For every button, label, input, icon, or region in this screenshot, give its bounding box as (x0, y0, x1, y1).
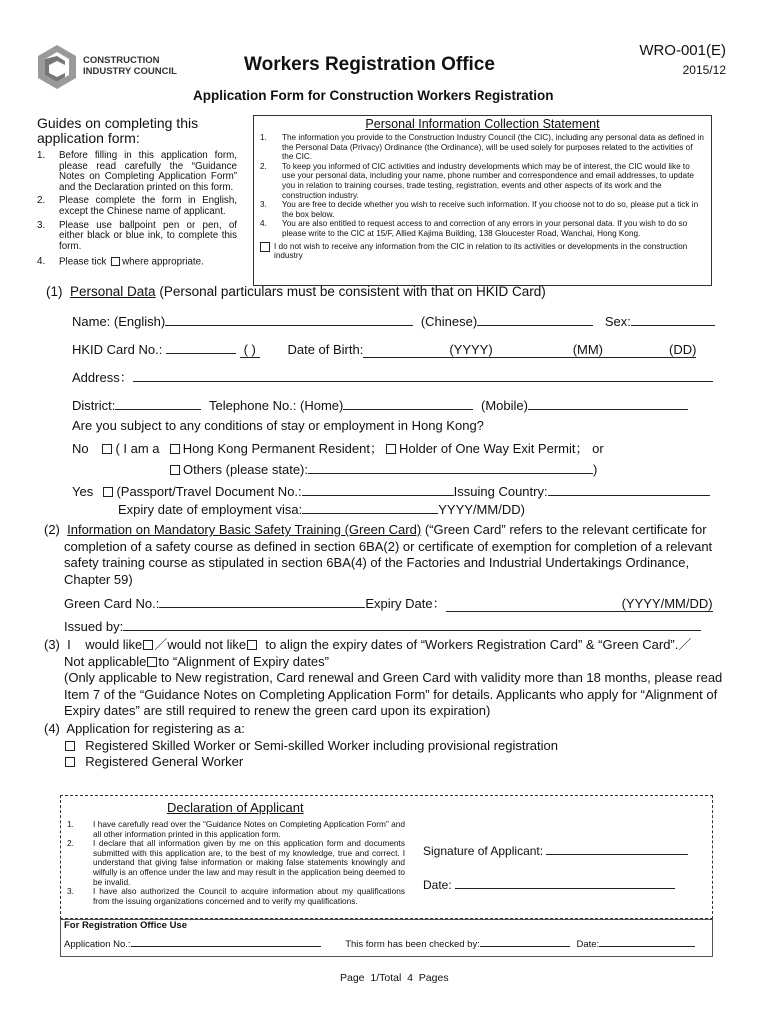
name-row: Name: (English) (Chinese) Sex: (72, 312, 715, 330)
green-card-row: Green Card No.: Expiry Date： (YYYY/MM/DD) (64, 596, 713, 611)
sex-field[interactable] (631, 312, 715, 326)
address-row: Address： (72, 368, 713, 386)
signature-row: Signature of Applicant: (423, 841, 688, 859)
tel-home-field[interactable] (343, 396, 473, 410)
would-not-like-checkbox[interactable] (247, 640, 257, 650)
visa-expiry-field[interactable] (302, 500, 438, 514)
skilled-worker-checkbox[interactable] (65, 741, 75, 751)
declaration-date-field[interactable] (455, 875, 675, 889)
cic-logo (37, 44, 77, 90)
s4-opt2: Registered General Worker (62, 754, 243, 770)
others-field[interactable] (308, 460, 593, 474)
page-title: Workers Registration Office (244, 54, 495, 75)
list-item: 4. Please tick where appropriate. (37, 256, 204, 268)
dob-day-field[interactable]: (DD) (603, 342, 696, 358)
list-item: 3. I have also authorized the Council to acquire information about my qualifications from the issuing organizations concerned and to verify my qualifications. (67, 886, 405, 906)
office-use-row: Application No.: This form has been checked by: Date: (64, 937, 695, 950)
s1-note: (Personal particulars must be consistent with that on HKID Card) (159, 284, 546, 299)
no-row: No ( I am a Hong Kong Permanent Resident； Holder of One Way Exit Permit； or (72, 441, 604, 456)
tel-mobile-field[interactable] (528, 396, 688, 410)
s1-title: Personal Data (70, 284, 156, 299)
s2-title: Information on Mandatory Basic Safety Training (Green Card) (67, 522, 422, 537)
not-applicable-checkbox[interactable] (147, 657, 157, 667)
declaration-list (67, 820, 405, 906)
visa-row: Expiry date of employment visa: YYYY/MM/DD) (118, 502, 525, 517)
list-item: 4. You are also entitled to request access to and correction of any errors in your personal data. If you wish to do so please write to the CIC at 15/F, Allied Kajima Building, 138 Gloucester Road, Wanchai, Hong Kong. (260, 219, 688, 238)
general-worker-checkbox[interactable] (65, 757, 75, 767)
page-footer: Page 1/Total 4 Pages (340, 972, 449, 984)
list-item: 2. Please complete the form in English, except the Chinese name of applicant. (37, 195, 237, 217)
guides-heading-1: Guides on completing this (37, 115, 199, 131)
dob-month-field[interactable]: (MM) (493, 342, 603, 358)
address-field[interactable] (133, 368, 713, 382)
permanent-resident-checkbox[interactable] (170, 444, 180, 454)
decl-date-row: Date: (423, 875, 675, 893)
guides-heading-2: application form: (37, 130, 140, 146)
optout-row (260, 242, 705, 261)
signature-field[interactable] (546, 841, 688, 855)
district-row: District: Telephone No.: (Home) (Mobile) (72, 396, 688, 414)
office-use-heading: For Registration Office Use (64, 920, 187, 931)
owep-checkbox[interactable] (386, 444, 396, 454)
optout-checkbox[interactable] (260, 242, 270, 252)
list-item: 2. To keep you informed of CIC activities and industry developments which may be of interest, the CIC would like to use your personal data, including your name, phone number and correspondence and email addresses, to update you in relation to training courses, trade testing, registration, events and other aspects of its work and the construction industry. (260, 161, 694, 200)
issued-by-row: Issued by: (64, 617, 701, 635)
pics-heading: Personal Information Collection Statement (365, 117, 600, 131)
conditions-question: Are you subject to any conditions of stay or employment in Hong Kong? (72, 418, 484, 433)
name-chinese-field[interactable] (477, 312, 593, 326)
list-item: 1. The information you provide to the Construction Industry Council (the CIC), including any personal data as defined in the Personal Data (Privacy) Ordinance (the Ordinance), will be used solely for purposes related to the activities of the CIC. (260, 133, 704, 162)
list-item: 1. I have carefully read over the “Guidance Notes on Completing Application Form” and all other information printed in this application form. (67, 819, 405, 839)
no-checkbox[interactable] (102, 444, 112, 454)
form-subtitle: Application Form for Construction Workers Registration (193, 88, 554, 103)
others-checkbox[interactable] (170, 465, 180, 475)
application-no-field[interactable] (131, 937, 321, 947)
name-english-field[interactable] (165, 312, 413, 326)
yes-row: Yes (Passport/Travel Document No.: Issuing Country: (72, 482, 710, 500)
hkid-row: HKID Card No.: ( ) Date of Birth: (YYYY) (MM) (DD) (72, 342, 697, 357)
declaration-heading: Declaration of Applicant (167, 800, 304, 815)
yes-checkbox[interactable] (103, 487, 113, 497)
list-item: 1. Before filling in this application form, please read carefully the “Guidance Notes on Completing Application Form” and the Declaration printed on this form. (37, 150, 237, 193)
district-field[interactable] (115, 396, 201, 410)
pics-box (253, 115, 712, 286)
org-line1: CONSTRUCTION (83, 55, 160, 66)
optout-label: I do not wish to receive any information from the CIC in relation to its activities or developments in the construction industry (274, 241, 688, 261)
s2-block: (2) Information on Mandatory Basic Safety Training (Green Card) (“Green Card” refers to the relevant certificate for completion of a safety course as defined in section 6BA(2) or certificate of exemption for completion of a relevant safety training course as stipulated in section 6BA(4) of the Factories and Industrial Undertakings Ordinance, Chapter 59) (44, 522, 713, 587)
tick-box-icon (111, 257, 120, 266)
s1-heading: (1) Personal Data (Personal particulars must be consistent with that on HKID Card) (46, 284, 546, 299)
issued-by-field[interactable] (123, 617, 701, 631)
org-line2: INDUSTRY COUNCIL (83, 66, 177, 77)
list-item: 2. I declare that all information given by me on this application form and documents submitted with this application are, to the best of my knowledge, true and correct. I understand that giving false information or making false statements knowingly and wilfully is an offence under the law and may result in the application being deemed to be invalid. (67, 838, 405, 887)
pics-list (260, 133, 705, 239)
hkid-field[interactable] (166, 340, 236, 354)
guides (37, 116, 237, 269)
hkid-check-digit[interactable]: ( ) (240, 342, 260, 358)
guides-list (37, 151, 237, 269)
form-code: WRO-001(E) (639, 42, 726, 59)
list-item: 3. You are free to decide whether you wish to receive such information. If you choose not to do so, please put a tick in the box below. (260, 200, 699, 219)
s3-row2: Not applicable to “Alignment of Expiry dates” (64, 654, 329, 669)
s4-opt1: Registered Skilled Worker or Semi-skilled Worker including provisional registration (62, 738, 558, 754)
would-like-checkbox[interactable] (143, 640, 153, 650)
s4-heading: (4) Application for registering as a: (44, 721, 245, 736)
dob-year-field[interactable]: (YYYY) (363, 342, 492, 358)
checked-by-field[interactable] (480, 937, 570, 947)
green-card-expiry-field[interactable]: (YYYY/MM/DD) (446, 596, 713, 612)
green-card-field[interactable] (159, 594, 365, 608)
s3-row1: (3) I would like ／would not like to align the expiry dates of “Workers Registration Card” & “Green Card”.／ (44, 637, 692, 652)
issuing-country-field[interactable] (548, 482, 710, 496)
org-name (83, 55, 177, 77)
list-item: 3. Please use ballpoint pen or pen, of either black or blue ink, to complete this form. (37, 219, 237, 252)
form-date: 2015/12 (682, 63, 726, 77)
s3-note: (Only applicable to New registration, Card renewal and Green Card with validity more than 18 months, please read Item 7 of the “Guidance Notes on Completing Application Form” for details. Applicants who apply for “Alignment of Expiry dates” are still required to renew the green card upon its expiration) (64, 670, 723, 719)
passport-field[interactable] (302, 482, 454, 496)
office-date-field[interactable] (599, 937, 695, 947)
others-row: Others (please state): ) (167, 460, 597, 478)
